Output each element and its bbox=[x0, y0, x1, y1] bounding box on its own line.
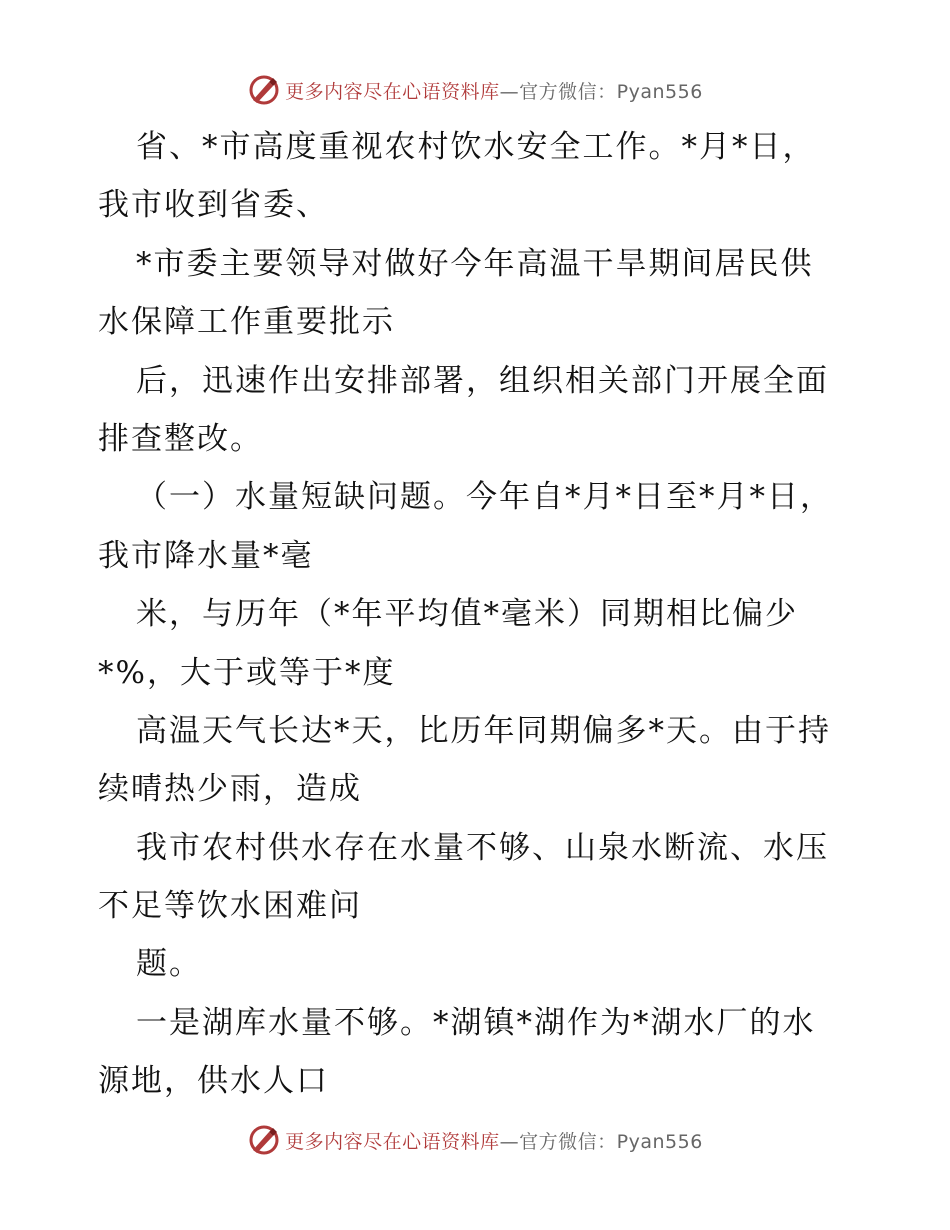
footer-watermark bbox=[0, 1120, 950, 1160]
watermark-dash: — bbox=[499, 80, 520, 103]
body-line: 源地，供水人口 bbox=[98, 1063, 329, 1100]
body-line: 题。 bbox=[136, 946, 202, 983]
watermark-main-text: 更多内容尽在心语资料库 bbox=[285, 1130, 500, 1153]
body-line: 我市农村供水存在水量不够、山泉水断流、水压 bbox=[136, 829, 829, 866]
body-line: 续晴热少雨，造成 bbox=[98, 771, 362, 808]
watermark-dash: — bbox=[499, 1130, 520, 1153]
body-line: 一是湖库水量不够。*湖镇*湖作为*湖水厂的水 bbox=[136, 1004, 816, 1041]
body-line: 米，与历年（*年平均值*毫米）同期相比偏少 bbox=[136, 596, 798, 633]
body-line: 省、*市高度重视农村饮水安全工作。*月*日， bbox=[136, 129, 816, 165]
body-line: （一）水量短缺问题。今年自*月*日至*月*日， bbox=[136, 479, 833, 516]
body-line: *市委主要领导对做好今年高温干旱期间居民供 bbox=[136, 245, 814, 282]
document-body bbox=[98, 118, 858, 1111]
watermark-contact-text: 官方微信：Pyan556 bbox=[519, 80, 703, 103]
watermark-main-text: 更多内容尽在心语资料库 bbox=[285, 80, 500, 103]
body-line: 后，迅速作出安排部署，组织相关部门开展全面 bbox=[136, 362, 829, 399]
pen-logo-icon bbox=[247, 1123, 281, 1157]
body-line: *%，大于或等于*度 bbox=[98, 654, 396, 691]
body-line: 我市收到省委、 bbox=[98, 187, 329, 224]
body-line: 水保障工作重要批示 bbox=[98, 304, 395, 341]
header-watermark bbox=[0, 70, 950, 110]
body-line: 高温天气长达*天，比历年同期偏多*天。由于持 bbox=[136, 712, 831, 749]
pen-logo-icon bbox=[247, 73, 281, 107]
body-line: 不足等饮水困难问 bbox=[98, 888, 362, 925]
body-line: 排查整改。 bbox=[98, 420, 263, 457]
watermark-contact-text: 官方微信：Pyan556 bbox=[519, 1130, 703, 1153]
body-line: 我市降水量*毫 bbox=[98, 537, 314, 574]
